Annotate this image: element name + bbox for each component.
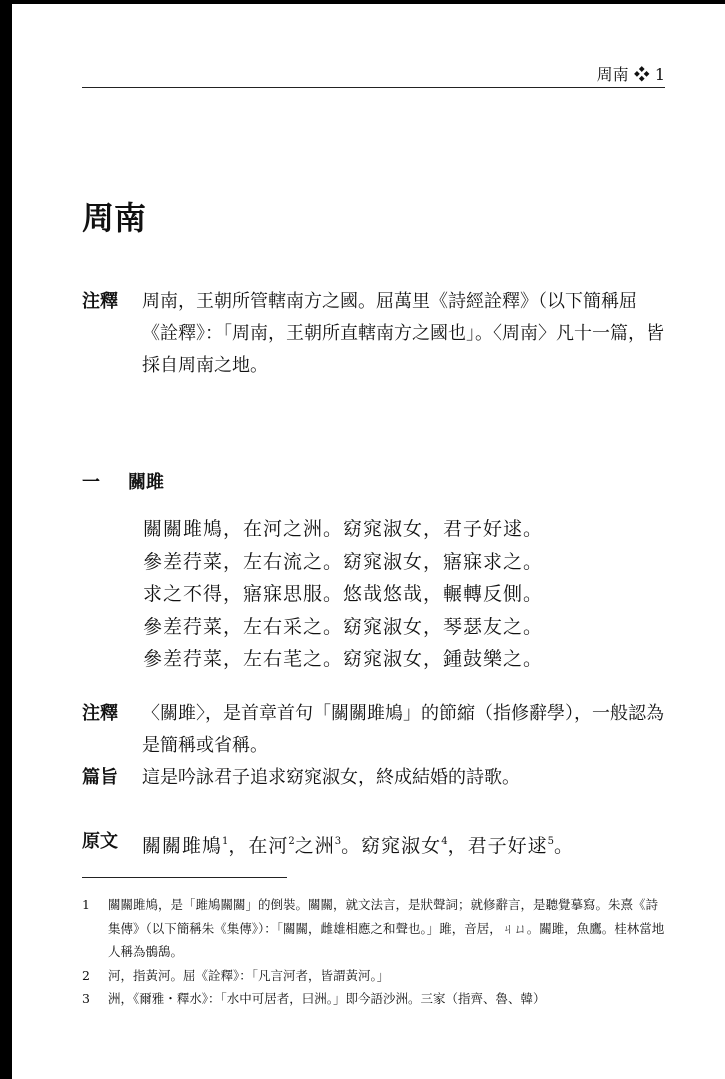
- footnote-text: 關關雎鳩，是「雎鳩關關」的倒裝。關關，就文法言，是狀聲詞；就修辭言，是聽覺摹寫。朱熹《詩集傳》（以下簡稱朱《集傳》）：「關關，雌雄相應之和聲也。」雎，音居，ㄐㄩ。關雎，魚鷹。桂林當地人稱為鶻鴰。: [108, 897, 665, 959]
- section-number: 一: [82, 472, 100, 493]
- original-segment: 關關雎鳩: [142, 835, 223, 857]
- footnote-ref[interactable]: 5: [547, 836, 554, 847]
- poem-line: 參差荇菜，左右采之。窈窕淑女，琴瑟友之。: [143, 615, 544, 638]
- footnote-item: [82, 964, 667, 988]
- intro-note-label: 注釋: [82, 291, 118, 312]
- original-segment: 之洲: [294, 835, 335, 857]
- poem-line: 關關雎鳩，在河之洲。窈窕淑女，君子好逑。: [143, 518, 544, 540]
- header-rule: [82, 87, 665, 88]
- footnote-item: [82, 893, 667, 964]
- footnote-rule: [82, 877, 287, 878]
- chapter-title: 周南: [82, 199, 147, 237]
- footnote-text: 河，指黃河。屈《詮釋》：「凡言河者，皆謂黃河。」: [108, 967, 390, 983]
- poem-line: 參差荇菜，左右芼之。窈窕淑女，鍾鼓樂之。: [143, 648, 544, 670]
- footnote-ref[interactable]: 4: [441, 836, 448, 847]
- footnote-number: 3: [82, 991, 90, 1006]
- scan-edge-left: [0, 0, 12, 1079]
- poem-note-label: 注釋: [82, 703, 118, 724]
- poem-line: 參差荇菜，左右流之。窈窕淑女，寤寐求之。: [143, 550, 544, 573]
- poem-line: 求之不得，寤寐思服。悠哉悠哉，輾轉反側。: [143, 583, 544, 605]
- footnotes: [82, 893, 667, 1011]
- footnote-text: 洲，《爾雅・釋水》：「水中可居者，曰洲。」即今語沙洲。三家（指齊、魯、韓）: [108, 991, 546, 1006]
- footnote-ref[interactable]: 1: [222, 836, 229, 847]
- original-segment: 。窈窕淑女: [341, 835, 442, 857]
- poem: [143, 513, 543, 676]
- footnote-item: [82, 987, 667, 1011]
- intro-note-text: 周南，王朝所管轄南方之國。屈萬里《詩經詮釋》（以下簡稱屈《詮釋》：「周南，王朝所直轄南方之國也」。〈周南〉凡十一篇，皆採自周南之地。: [142, 291, 664, 376]
- running-head: 周南 ❖ 1: [596, 65, 665, 84]
- original-label: 原文: [82, 831, 118, 852]
- footnote-ref[interactable]: 2: [288, 836, 295, 847]
- original-segment: ，君子好逑: [447, 835, 548, 857]
- poem-note-text: 〈關雎〉，是首章首句「關關雎鳩」的節縮（指修辭學），一般認為是簡稱或省稱。: [142, 703, 664, 756]
- scan-edge-top: [0, 0, 725, 4]
- original-segment: 。: [553, 835, 574, 857]
- theme-label: 篇旨: [82, 767, 118, 788]
- original-segment: ，在河: [228, 835, 289, 857]
- theme-text: 這是吟詠君子追求窈窕淑女，終成結婚的詩歌。: [142, 767, 520, 788]
- original-text: [142, 826, 574, 862]
- footnote-number: 2: [82, 967, 90, 983]
- section-title: 關雎: [128, 472, 164, 493]
- section-heading: [82, 470, 164, 496]
- footnote-ref[interactable]: 3: [334, 836, 342, 847]
- footnote-number: 1: [82, 897, 90, 912]
